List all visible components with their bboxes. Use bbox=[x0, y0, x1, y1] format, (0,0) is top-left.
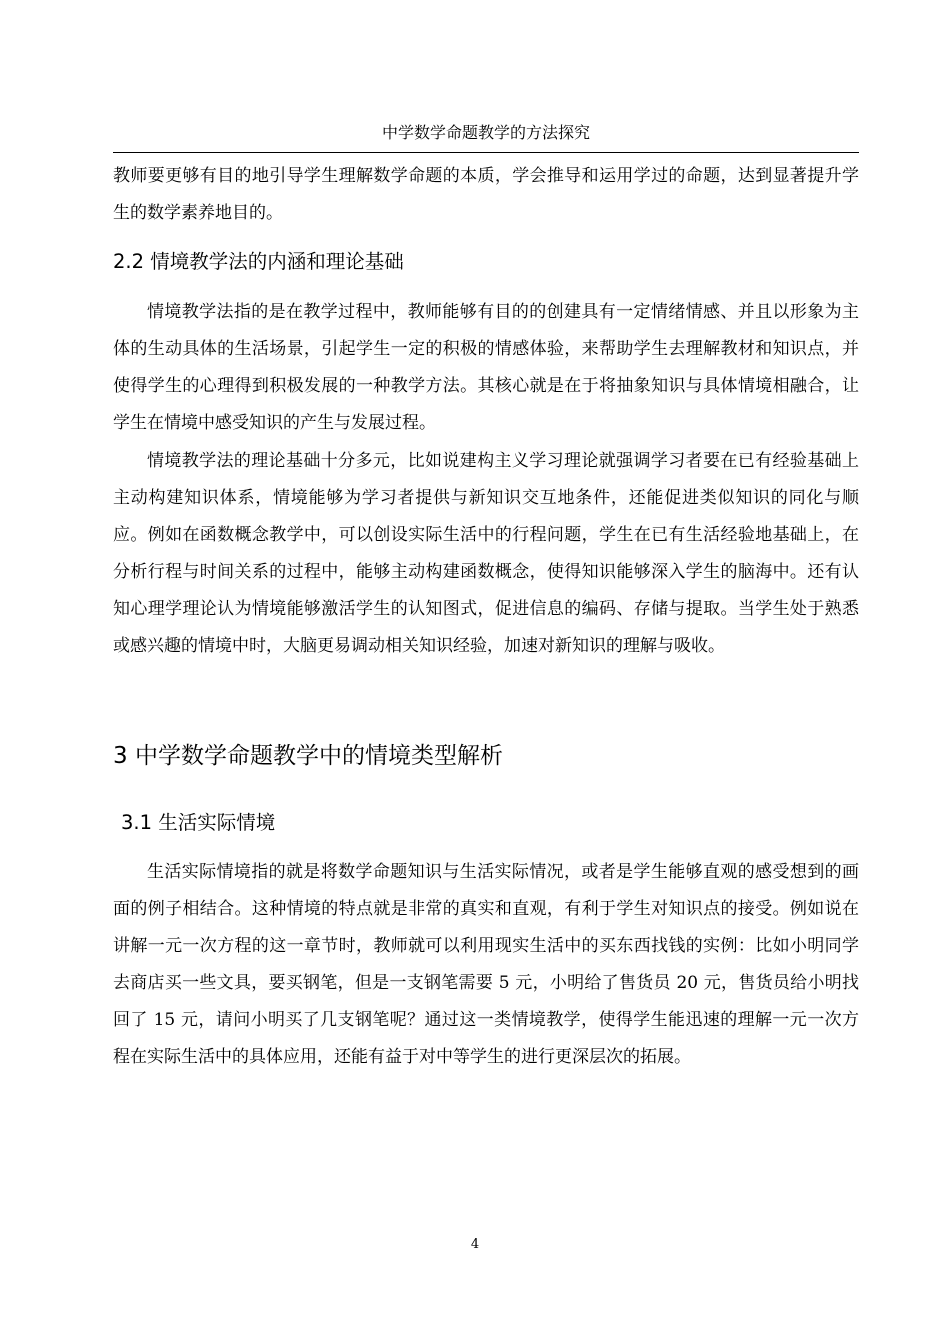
page-number: 4 bbox=[470, 1237, 480, 1252]
running-header bbox=[113, 96, 859, 153]
chapter-3-heading: 3 中学数学命题教学中的情境类型解析 bbox=[113, 743, 503, 769]
section-2-2-paragraph-2: 情境教学法的理论基础十分多元，比如说建构主义学习理论就强调学习者要在已有经验基础上主动构建知识体系，情境能够为学习者提供与新知识交互地条件，还能促进类似知识的同化与顺应。例如在函数概念教学中，可以创设实际生活中的行程问题，学生在已有生活经验地基础上，在分析行程与时间关系的过程中，能够主动构建函数概念，使得知识能够深入学生的脑海中。还有认知心理学理论认为情境能够激活学生的认知图式，促进信息的编码、存储与提取。当学生处于熟悉或感兴趣的情境中时，大脑更易调动相关知识经验，加速对新知识的理解与吸收。 bbox=[113, 451, 859, 656]
intro-paragraph: 教师要更够有目的地引导学生理解数学命题的本质，学会推导和运用学过的命题，达到显著提升学生的数学素养地目的。 bbox=[113, 166, 859, 223]
section-2-2-heading: 2.2 情境教学法的内涵和理论基础 bbox=[113, 250, 404, 273]
section-2-2-paragraph-1: 情境教学法指的是在教学过程中，教师能够有目的的创建具有一定情绪情感、并且以形象为主体的生动具体的生活场景，引起学生一定的积极的情感体验，来帮助学生去理解教材和知识点，并使得学生的心理得到积极发展的一种教学方法。其核心就是在于将抽象知识与具体情境相融合，让学生在情境中感受知识的产生与发展过程。 bbox=[113, 302, 859, 433]
section-3-1-heading: 3.1 生活实际情境 bbox=[121, 811, 276, 834]
section-3-1-paragraph-1: 生活实际情境指的就是将数学命题知识与生活实际情况，或者是学生能够直观的感受想到的画面的例子相结合。这种情境的特点就是非常的真实和直观，有利于学生对知识点的接受。例如说在讲解一元一次方程的这一章节时，教师就可以利用现实生活中的买东西找钱的实例：比如小明同学去商店买一些文具，要买钢笔，但是一支钢笔需要 5 元，小明给了售货员 20 元，售货员给小明找回了 15 元，请问小明买了几支钢笔呢？通过这一类情境教学，使得学生能迅速的理解一元一次方程在实际生活中的具体应用，还能有益于对中等学生的进行更深层次的拓展。 bbox=[113, 862, 859, 1067]
running-header-title: 中学数学命题教学的方法探究 bbox=[381, 123, 590, 142]
